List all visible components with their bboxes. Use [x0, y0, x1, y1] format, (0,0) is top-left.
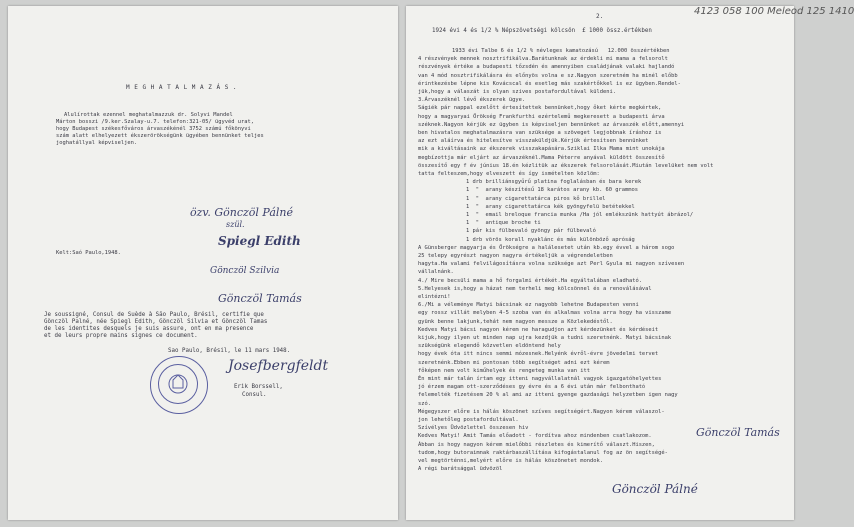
letter-line: Én mint már talán írtam egy itteni nagyvállalatnál vagyok igazgatóhelyettes: [418, 376, 662, 382]
letter-line: jük,hogy a válaszát is olyan szives postafordultával küldeni.: [418, 89, 616, 95]
letter-line: főképen nem volt kiműhelyek és rengeteg munka van itt: [418, 367, 591, 374]
letter-line: jó érzem magam ott-szerződéses gy évre és a 6 évi után már felbontható: [418, 384, 646, 391]
consul-title: Consul.: [242, 392, 267, 398]
letter-line: szeretnénk.Ebben mi pontosan több segítséget adni ezt kérem: [418, 359, 610, 366]
letter-line: felemelték fizetésem 20 % al ami az itteni gyenge gazdasági helyzetben igen nagy: [418, 392, 678, 399]
letter-line: elintézni!: [418, 294, 451, 300]
letter-line: ben hivatalos meghatalmazásra van szüksége a szöveget legjobbnak íráshoz is: [418, 130, 662, 136]
letter-line: Mégegyszer előre is hálás köszönet szíves segítségért.Nagyon kérem válaszol-: [418, 408, 665, 415]
document-heading: M E G H A T A L M A Z Á S .: [126, 84, 238, 91]
letter-line: Ságiék pár nappal ezelőtt értesítettek bennünket,hogy őket kérte megkértek,: [418, 105, 662, 112]
letter-line: 1 " arany cigarettatárca piros kő brillel: [466, 195, 606, 202]
place-date: Kelt:Saó Paulo,1948.: [56, 250, 121, 256]
letter-line: összesítő egy f év június 18.én kézlitük az ékszerek felsorolását.Miután levelüket nem volt: [418, 162, 714, 169]
signature: Gönczöl Szilvia: [210, 266, 280, 276]
letter-line: megbízottja már eljárt az árvaszéknél.Mama Péterre anyával küldött összesítő: [418, 154, 665, 161]
signature: özv. Gönczöl Pálné: [190, 206, 293, 219]
body-line: joghatállyal képviseljen.: [56, 140, 138, 146]
letter-line: 5.Helyesek is,hogy a házat nem terheli meg kölcsönnel és a renoválásával: [418, 285, 652, 292]
letter-line: Kedves Matyi bácsi nagyon kérem ne haragudjon azt kérdezünket és kérdéseit: [418, 326, 659, 333]
letter-line: mik a kiváltásaink az ékszerek visszakapására.Sziklai Ilka Mama mint unokája: [418, 146, 665, 153]
body-line: Márton bosszi /9.ker.Szalay-u.7. telefon:321-05/ ügyvéd urat,: [56, 119, 254, 125]
letter-line: az ezt aláírva és hitelesítve visszaküldjük.Kérjük értesítsen bennünket: [418, 138, 649, 145]
letter-page: [406, 6, 854, 520]
letter-line: Szívélyes Üdvözlettel összesen hiv: [418, 425, 529, 432]
letter-line: szó.: [418, 400, 431, 407]
letter-line: 3.Árvaszéknél lévő ékszerek ügye.: [418, 97, 526, 104]
letter-line: 25 telepy egyrészt nagyon nagyra értékeljük a végrendeletben: [418, 253, 613, 259]
consul-line: de les identites desquels je suis assure, ont en ma presence: [44, 326, 254, 332]
letter-line: gyünk benne lakjunk,tehát nem nagyon messze a Közlekedéstől.: [418, 318, 613, 325]
letter-line: A Günsberger magyarja és Örökségre a halálesetet után kb.egy évvel a három sogo: [418, 244, 675, 251]
letter-line: egy rossz villát melyben 4-5 szoba van és alkalmas volna arra hogy ha visszame: [418, 310, 672, 317]
letter-line: vel megtörténni,melyért előre is hálás köszönetet mondok.: [418, 458, 603, 464]
body-line: szám alatt elhelyezett ékszerörökségünk ügyében bennünket teljes: [56, 133, 264, 139]
letter-line: 4 részvények mennek nosztrifikálva.Barátunknak az érdekli mi mama a felsorolt: [418, 56, 668, 63]
page-number: 2.: [596, 13, 604, 20]
consulate-seal: [150, 356, 208, 414]
signature-final: Gönczöl Pálné: [612, 482, 698, 496]
letter-line: 1 drb brilliánsgyűrű platina foglalásban és bara kerek: [466, 179, 642, 186]
letter-line: 1 " arany készítésű 18 karátos arany kb. 60 grammos: [466, 187, 639, 194]
letter-line: 1 " antique broche ti: [466, 220, 541, 227]
letter-line: kijuk,hogy ilyen ut minden nap ujra kezdjük a tudni szeretnénk. Matyi bácsinak: [418, 335, 672, 341]
letter-line: 1 " arany cigarettatárca kék gyöngyfelü betétekkel: [466, 203, 635, 210]
consul-date: Sao Paulo, Brésil, le 11 mars 1948.: [168, 348, 291, 354]
consul-signature: Josefbergfeldt: [228, 358, 329, 374]
top-line: 1924 évi 4 és 1/2 % Népszövetségi kölcsön £ 1000 össz.értékben: [432, 28, 652, 34]
letter-line: részvények értéke a budapesti tőzsdén és amennyiben családjának valaki hajlandó: [418, 64, 675, 71]
letter-line: van 4 mód nosztrifikálásra és előnyös volna e sz.Nagyon szeretném ha minél előbb: [418, 72, 678, 79]
letter-line: tudom,hogy butoraimnak raktárbaszállítása kifogástalanul fog az ön segítségé-: [418, 449, 668, 456]
letter-line: Ábban is hogy nagyon kérem mielőbbi részletes és kimerítő választ.Hiszen,: [418, 441, 655, 448]
letter-line: 1933 évi Talbe 6 és 1/2 % névleges kamatozású 12.000 összértékben: [452, 48, 670, 54]
signature: Spiegl Edith: [218, 234, 301, 248]
letter-line: hogy a magyaryai Örökség Frankfurthi ezértelemű megkeresett a budapesti árva: [418, 113, 665, 120]
pencil-note: 4123 058 100 Meleod 125 1410: [694, 6, 854, 17]
letter-line: széknek.Nagyon kérjük ez ügyben is képviseljen bennünket az árvaszék előtt,amennyi: [418, 121, 685, 128]
letter-line: szükségünk elegendő közvetlen eldöntend hely: [418, 343, 561, 350]
letter-line: hagyta.Ha valami felvilágosításra volna szüksége azt Perl Gyula mi nagyon szívesen: [418, 261, 685, 268]
letter-line: 4./ Mire becsüli mama a hő forgalmi értékét.Ha egyáltalában eladható.: [418, 277, 642, 284]
consul-line: Gönczöl Palné, née Spiegl Edith, Gönczöl Silvia et Gönczöl Tamas: [44, 319, 268, 325]
power-of-attorney-page: [8, 6, 398, 520]
signature: Gönczöl Tamás: [218, 292, 302, 305]
consul-line: Je soussigné, Consul de Suède à São Paulo, Brésil, certifie que: [44, 312, 264, 318]
letter-line: Kedves Matyi! Amit Tamás előadott - fordítva ahoz mindenben csatlakozom.: [418, 433, 652, 440]
letter-line: tatta felteszem,hogy elveszett és így ismételten közlöm:: [418, 171, 600, 177]
letter-line: vállalnánk.: [418, 269, 454, 276]
letter-line: 1 pár kis fülbevaló gyöngy pár fülbevaló: [466, 228, 596, 235]
letter-line: 1 drb vörös korall nyaklánc és más különböző apróság: [466, 236, 635, 243]
letter-line: 1 " email breloque francia munka /Ha jól emlékszünk hattyút ábrázol/: [466, 212, 694, 218]
signature-tamas: Gönczöl Tamás: [696, 426, 780, 439]
letter-line: 6./Mi a véleménye Matyi bácsinak ez nagyobb lehetne Budapesten venni: [418, 302, 639, 309]
consul-line: et de leurs propre mains signes ce document.: [44, 333, 198, 339]
signature: szül.: [226, 220, 245, 229]
letter-line: hogy évek óta itt nincs semmi mózesnek.Helyénk évről-évre jövedelmi tervet: [418, 351, 659, 358]
body-line: Alulírottak ezennel meghatalmazzuk dr. Solyvi Mandel: [64, 112, 233, 118]
consul-name: Erik Borssell,: [234, 384, 283, 390]
body-line: hogy Budapest székesfőváros árvaszékénél 3752 számú főkönyvi: [56, 126, 251, 132]
letter-line: jon lehetőleg postafordultával.: [418, 417, 519, 423]
letter-line: érintkezésbe lépne kis Kovácscal és esetleg más szakértőkkel is ez ügyben.Rendel-: [418, 80, 681, 87]
letter-line: A régi barátsággal üdvözöl: [418, 466, 503, 473]
